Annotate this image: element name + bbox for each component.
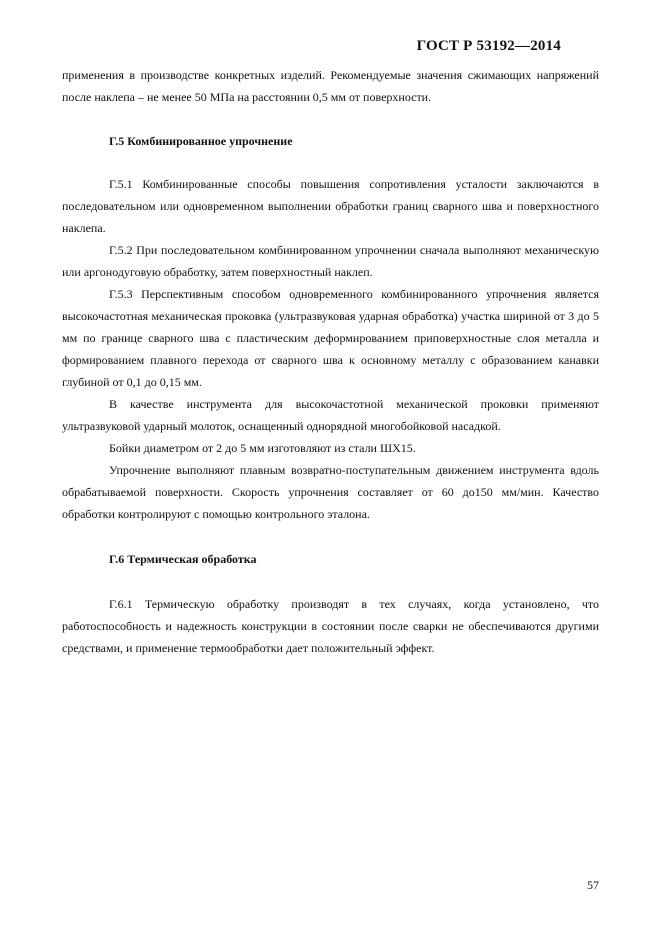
paragraph-g5-3-tool: В качестве инструмента для высокочастотной механической проковки применяют ультразвуковой ударный молоток, оснащенный однорядной многобойковой насадкой. [62,397,599,433]
paragraph-g5-2: Г.5.2 При последовательном комбинированном упрочнении сначала выполняют механическую или аргонодуговую обработку, затем поверхностный наклеп. [62,243,599,279]
section-heading-g5: Г.5 Комбинированное упрочнение [109,134,293,148]
page-content [62,64,599,659]
intro-paragraph: применения в производстве конкретных изделий. Рекомендуемые значения сжимающих напряжений после наклепа – не менее 50 МПа на расстоянии 0,5 мм от поверхности. [62,68,599,104]
page-number: 57 [587,878,599,892]
paragraph-g5-1: Г.5.1 Комбинированные способы повышения сопротивления усталости заключаются в последовательном или одновременном выполнении обработки границ сварного шва и поверхностного наклепа. [62,177,599,235]
paragraph-g6-1: Г.6.1 Термическую обработку производят в тех случаях, когда установлено, что работоспособность и надежность конструкции в состоянии после сварки не обеспечиваются другими средствами, и применение термообработки дает положительный эффект. [62,597,599,655]
paragraph-g5-3-process: Упрочнение выполняют плавным возвратно-поступательным движением инструмента вдоль обрабатываемой поверхности. Скорость упрочнения составляет от 60 до150 мм/мин. Качество обработки контролируют с помощью контрольного эталона. [62,463,599,521]
paragraph-g5-3-strikers: Бойки диаметром от 2 до 5 мм изготовляют из стали ШХ15. [109,441,416,455]
section-heading-g6: Г.6 Термическая обработка [109,552,257,566]
document-code: ГОСТ Р 53192—2014 [416,38,561,54]
paragraph-g5-3: Г.5.3 Перспективным способом одновременного комбинированного упрочнения является высокочастотная механическая проковка (ультразвуковая ударная обработка) участка шириной от 3 до 5 мм по границе сварного шва с пластическим деформированием приповерхностные слоя металла и формированием плавного перехода от сварного шва к основному металлу с образованием канавки глубиной от 0,1 до 0,15 мм. [62,287,599,389]
